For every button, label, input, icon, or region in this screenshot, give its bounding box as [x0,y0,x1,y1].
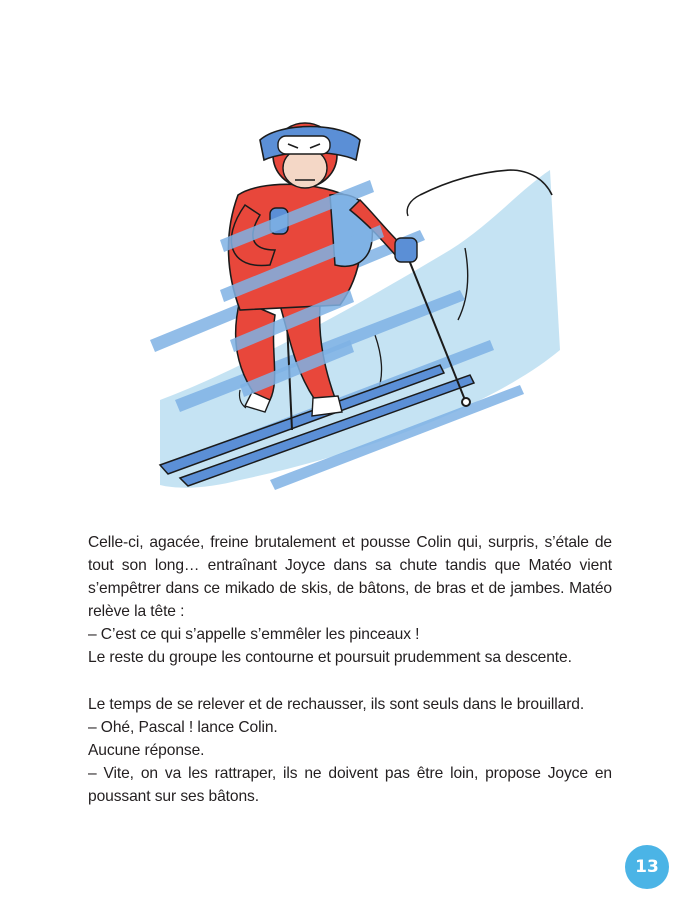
dialogue-line: – Ohé, Pascal ! lance Colin. [88,719,278,736]
narrative-line: Aucune réponse. [88,742,205,759]
narrative-line: Le temps de se relever et de rechausser, ils sont seuls dans le brouillard. [88,696,585,713]
skier-illustration [120,100,570,500]
narrative-line: Le reste du groupe les contourne et poursuit prudemment sa descente. [88,649,572,666]
page-number-badge: 13 [625,845,669,889]
text-block-1 [88,531,612,669]
narrative-paragraph: Celle-ci, agacée, freine brutalement et pousse Colin qui, surpris, s’étale de tout son long… entraînant Joyce dans sa chute tandis que Matéo vient s’empêtrer dans ce mikado de skis, de bâtons, de bras et de jambes. Matéo relève la tête : [88,534,612,620]
text-block-2 [88,693,612,808]
dialogue-line: – C’est ce qui s’appelle s’emmêler les pinceaux ! [88,626,420,643]
dialogue-line: – Vite, on va les rattraper, ils ne doivent pas être loin, propose Joyce en poussant sur ses bâtons. [88,765,612,805]
